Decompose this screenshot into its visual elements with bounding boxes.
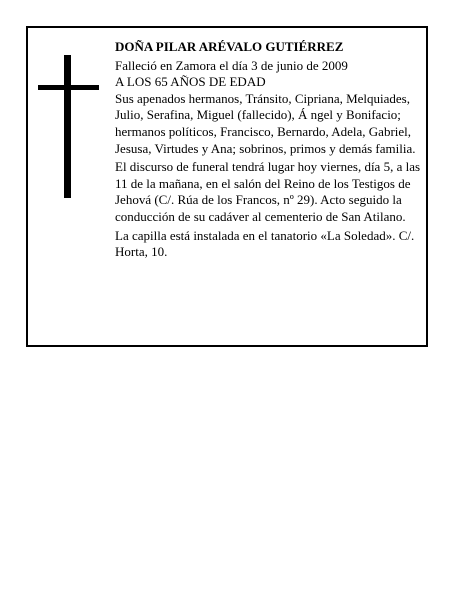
cross-icon bbox=[38, 55, 99, 198]
death-date-line: Falleció en Zamora el día 3 de junio de 2009 bbox=[115, 57, 348, 73]
funeral-speech-paragraph: El discurso de funeral tendrá lugar hoy viernes, día 5, a las 11 de la mañana, en el salón del Reino de los Testigos de Jehová (C/. Rúa de los Francos, nº 29). Acto seguido la conducción de su cadáver al cementerio de San Atilano. bbox=[115, 159, 421, 224]
chapel-paragraph: La capilla está instalada en el tanatorio «La Soledad». C/. Horta, 10. bbox=[115, 227, 415, 260]
age-line: A LOS 65 AÑOS DE EDAD bbox=[115, 74, 266, 90]
obituary-notice bbox=[26, 26, 428, 347]
family-paragraph: Sus apenados hermanos, Tránsito, Cipriana, Melquiades, Julio, Serafina, Miguel (fallecido), Á ngel y Bonifacio; hermanos políticos, Francisco, Bernardo, Adela, Gabriel, Jesusa, Virtudes y Ana; sobrinos, primos y demás familia. bbox=[115, 90, 416, 156]
deceased-name: DOÑA PILAR ARÉVALO GUTIÉRREZ bbox=[115, 39, 344, 54]
obituary-text bbox=[115, 39, 423, 261]
